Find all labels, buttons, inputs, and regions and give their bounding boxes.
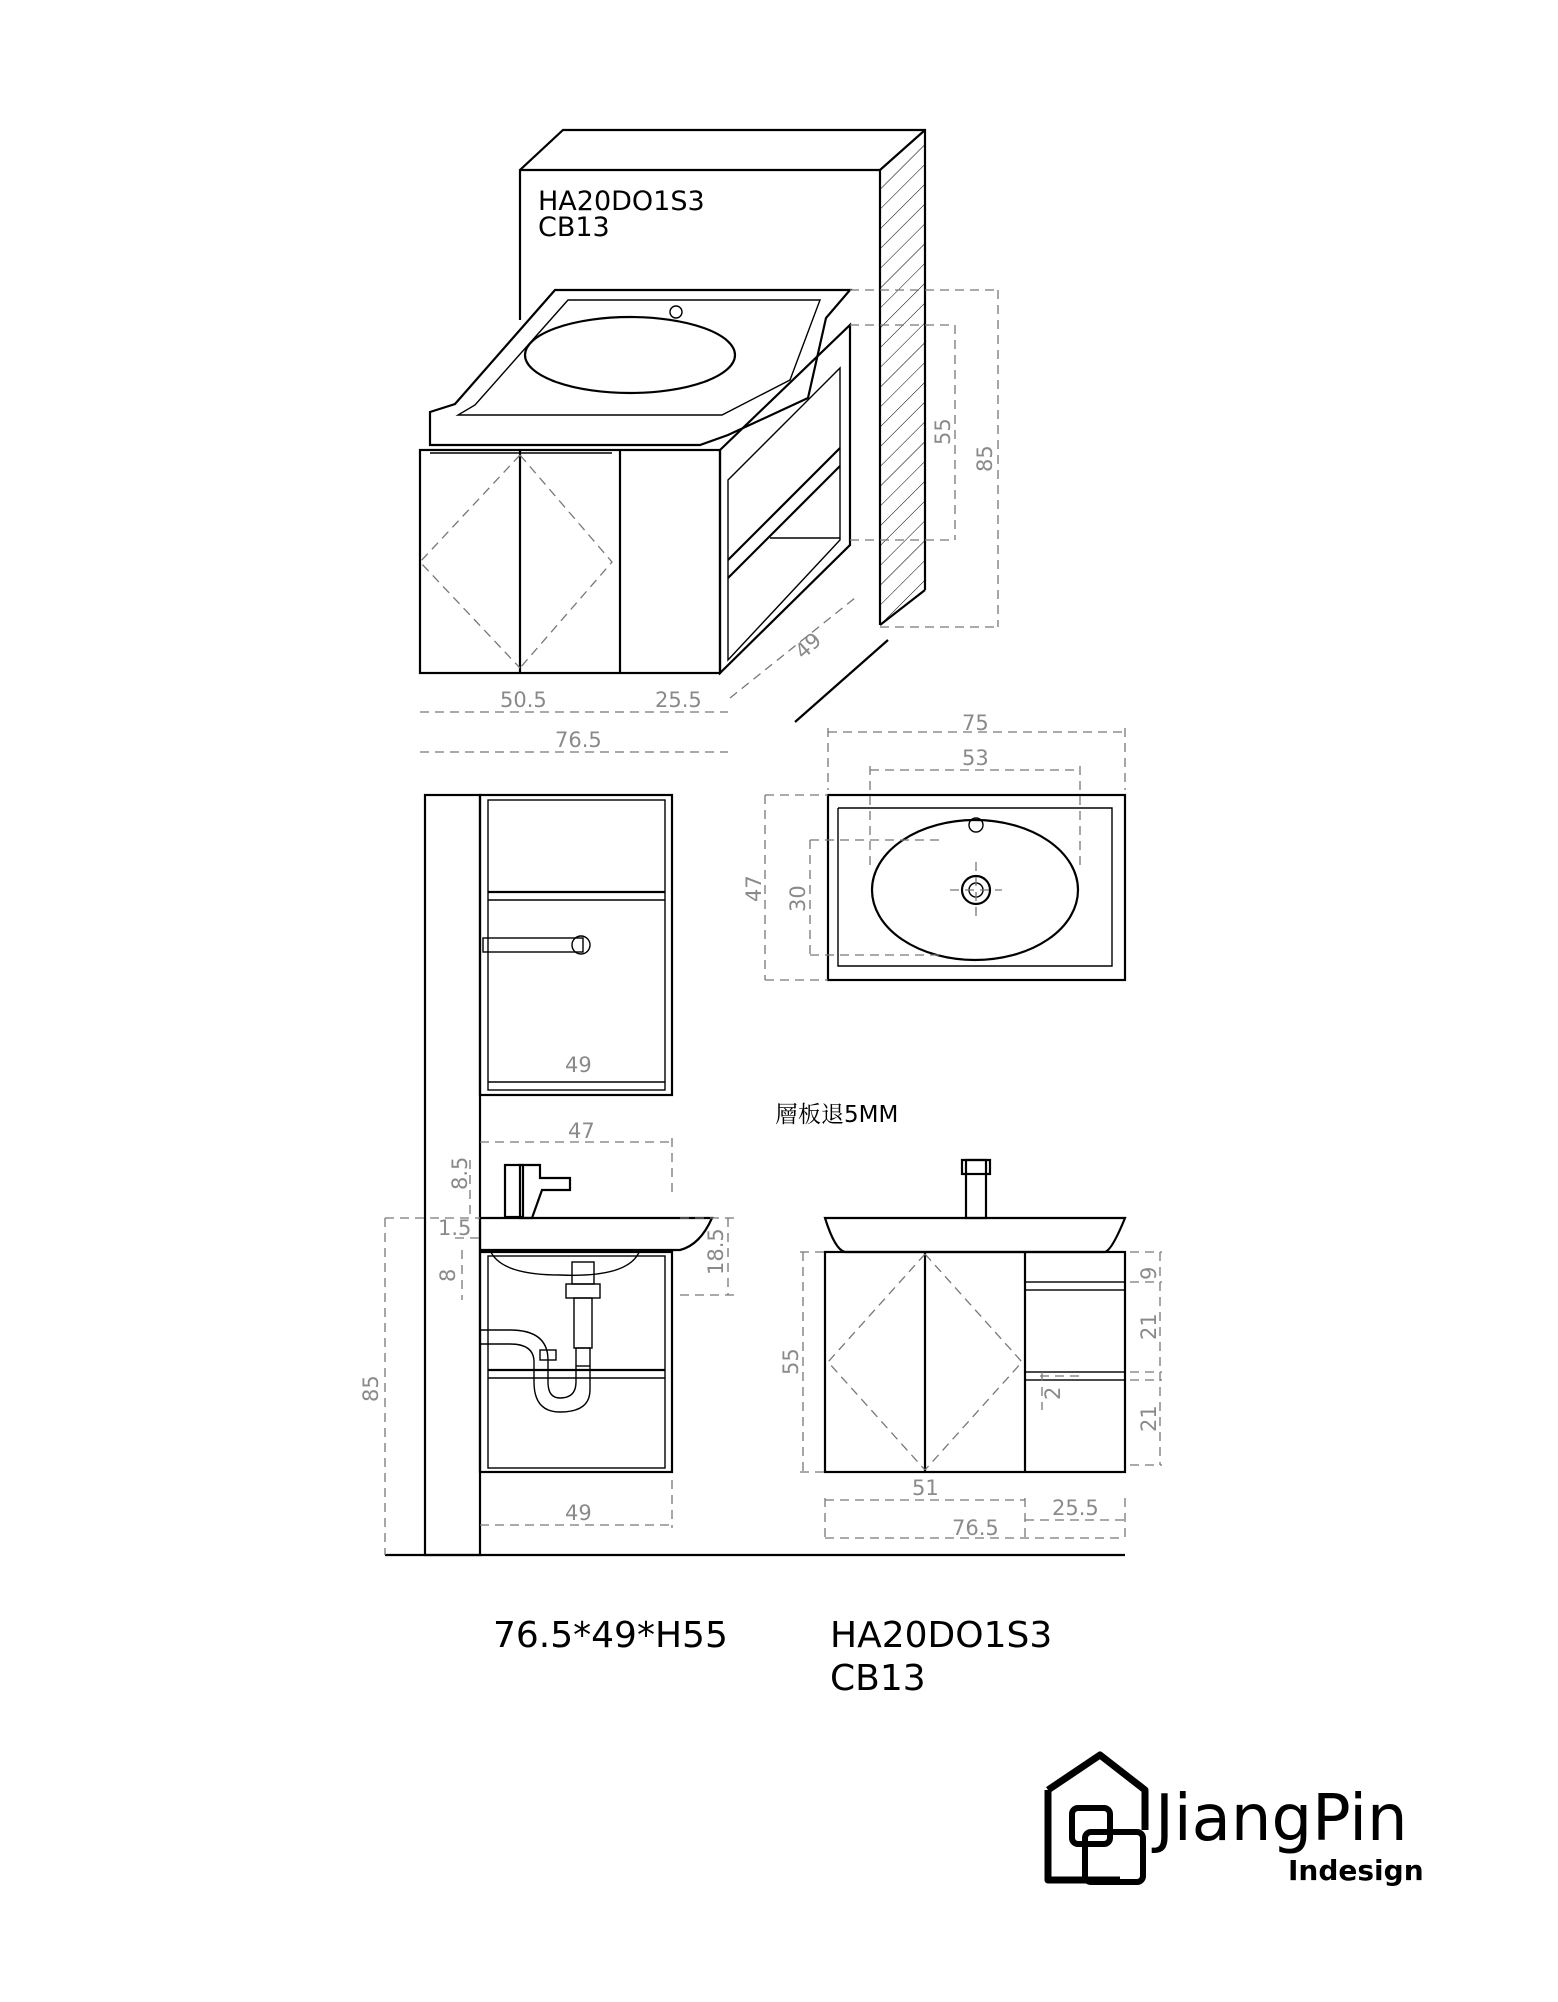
dim-iso-76-5: 76.5 bbox=[555, 728, 602, 752]
dim-iso-25-5: 25.5 bbox=[655, 688, 702, 712]
dim-front-51: 51 bbox=[912, 1476, 939, 1500]
dim-side-8-5: 8.5 bbox=[448, 1156, 472, 1190]
dim-front-21b: 21 bbox=[1137, 1405, 1161, 1432]
dim-front-9: 9 bbox=[1137, 1266, 1161, 1280]
brand-name: JiangPin bbox=[1155, 1782, 1408, 1856]
dim-front-55: 55 bbox=[779, 1348, 803, 1375]
jiangpin-logo bbox=[1048, 1755, 1424, 1887]
dim-plan-53: 53 bbox=[962, 746, 989, 770]
dim-side-1-5: 1.5 bbox=[438, 1216, 472, 1240]
front-view bbox=[779, 1160, 1162, 1542]
dim-front-25-5: 25.5 bbox=[1052, 1496, 1099, 1520]
dim-plan-47: 47 bbox=[742, 875, 766, 902]
footer-model-line2: CB13 bbox=[830, 1658, 926, 1699]
dim-front-21a: 21 bbox=[1137, 1313, 1161, 1340]
isometric-view bbox=[420, 130, 998, 752]
dim-front-2: 2 bbox=[1041, 1386, 1065, 1400]
dim-iso-50-5: 50.5 bbox=[500, 688, 547, 712]
house-icon bbox=[1048, 1755, 1145, 1880]
plan-view bbox=[742, 711, 1125, 980]
dim-side-18-5: 18.5 bbox=[704, 1228, 728, 1275]
dim-side-lower-49: 49 bbox=[565, 1501, 592, 1525]
dim-plan-75: 75 bbox=[962, 711, 989, 735]
footer-model-line1: HA20DO1S3 bbox=[830, 1615, 1053, 1656]
dim-side-upper-49: 49 bbox=[565, 1053, 592, 1077]
product-size: 76.5*49*H55 bbox=[493, 1615, 728, 1656]
dim-iso-55: 55 bbox=[931, 418, 955, 445]
iso-model-line2: CB13 bbox=[538, 212, 610, 243]
note-shelf-recess: 層板退5MM bbox=[775, 1102, 899, 1128]
dim-plan-30: 30 bbox=[786, 885, 810, 912]
dim-iso-85: 85 bbox=[973, 445, 997, 472]
dim-iso-49: 49 bbox=[790, 627, 827, 664]
side-view bbox=[359, 795, 1125, 1555]
dim-side-85: 85 bbox=[359, 1375, 383, 1402]
dim-side-47: 47 bbox=[568, 1119, 595, 1143]
dim-front-76-5: 76.5 bbox=[952, 1516, 999, 1540]
brand-tagline: Indesign bbox=[1288, 1854, 1424, 1887]
dim-side-8: 8 bbox=[436, 1268, 460, 1282]
iso-model-line1: HA20DO1S3 bbox=[538, 186, 705, 217]
